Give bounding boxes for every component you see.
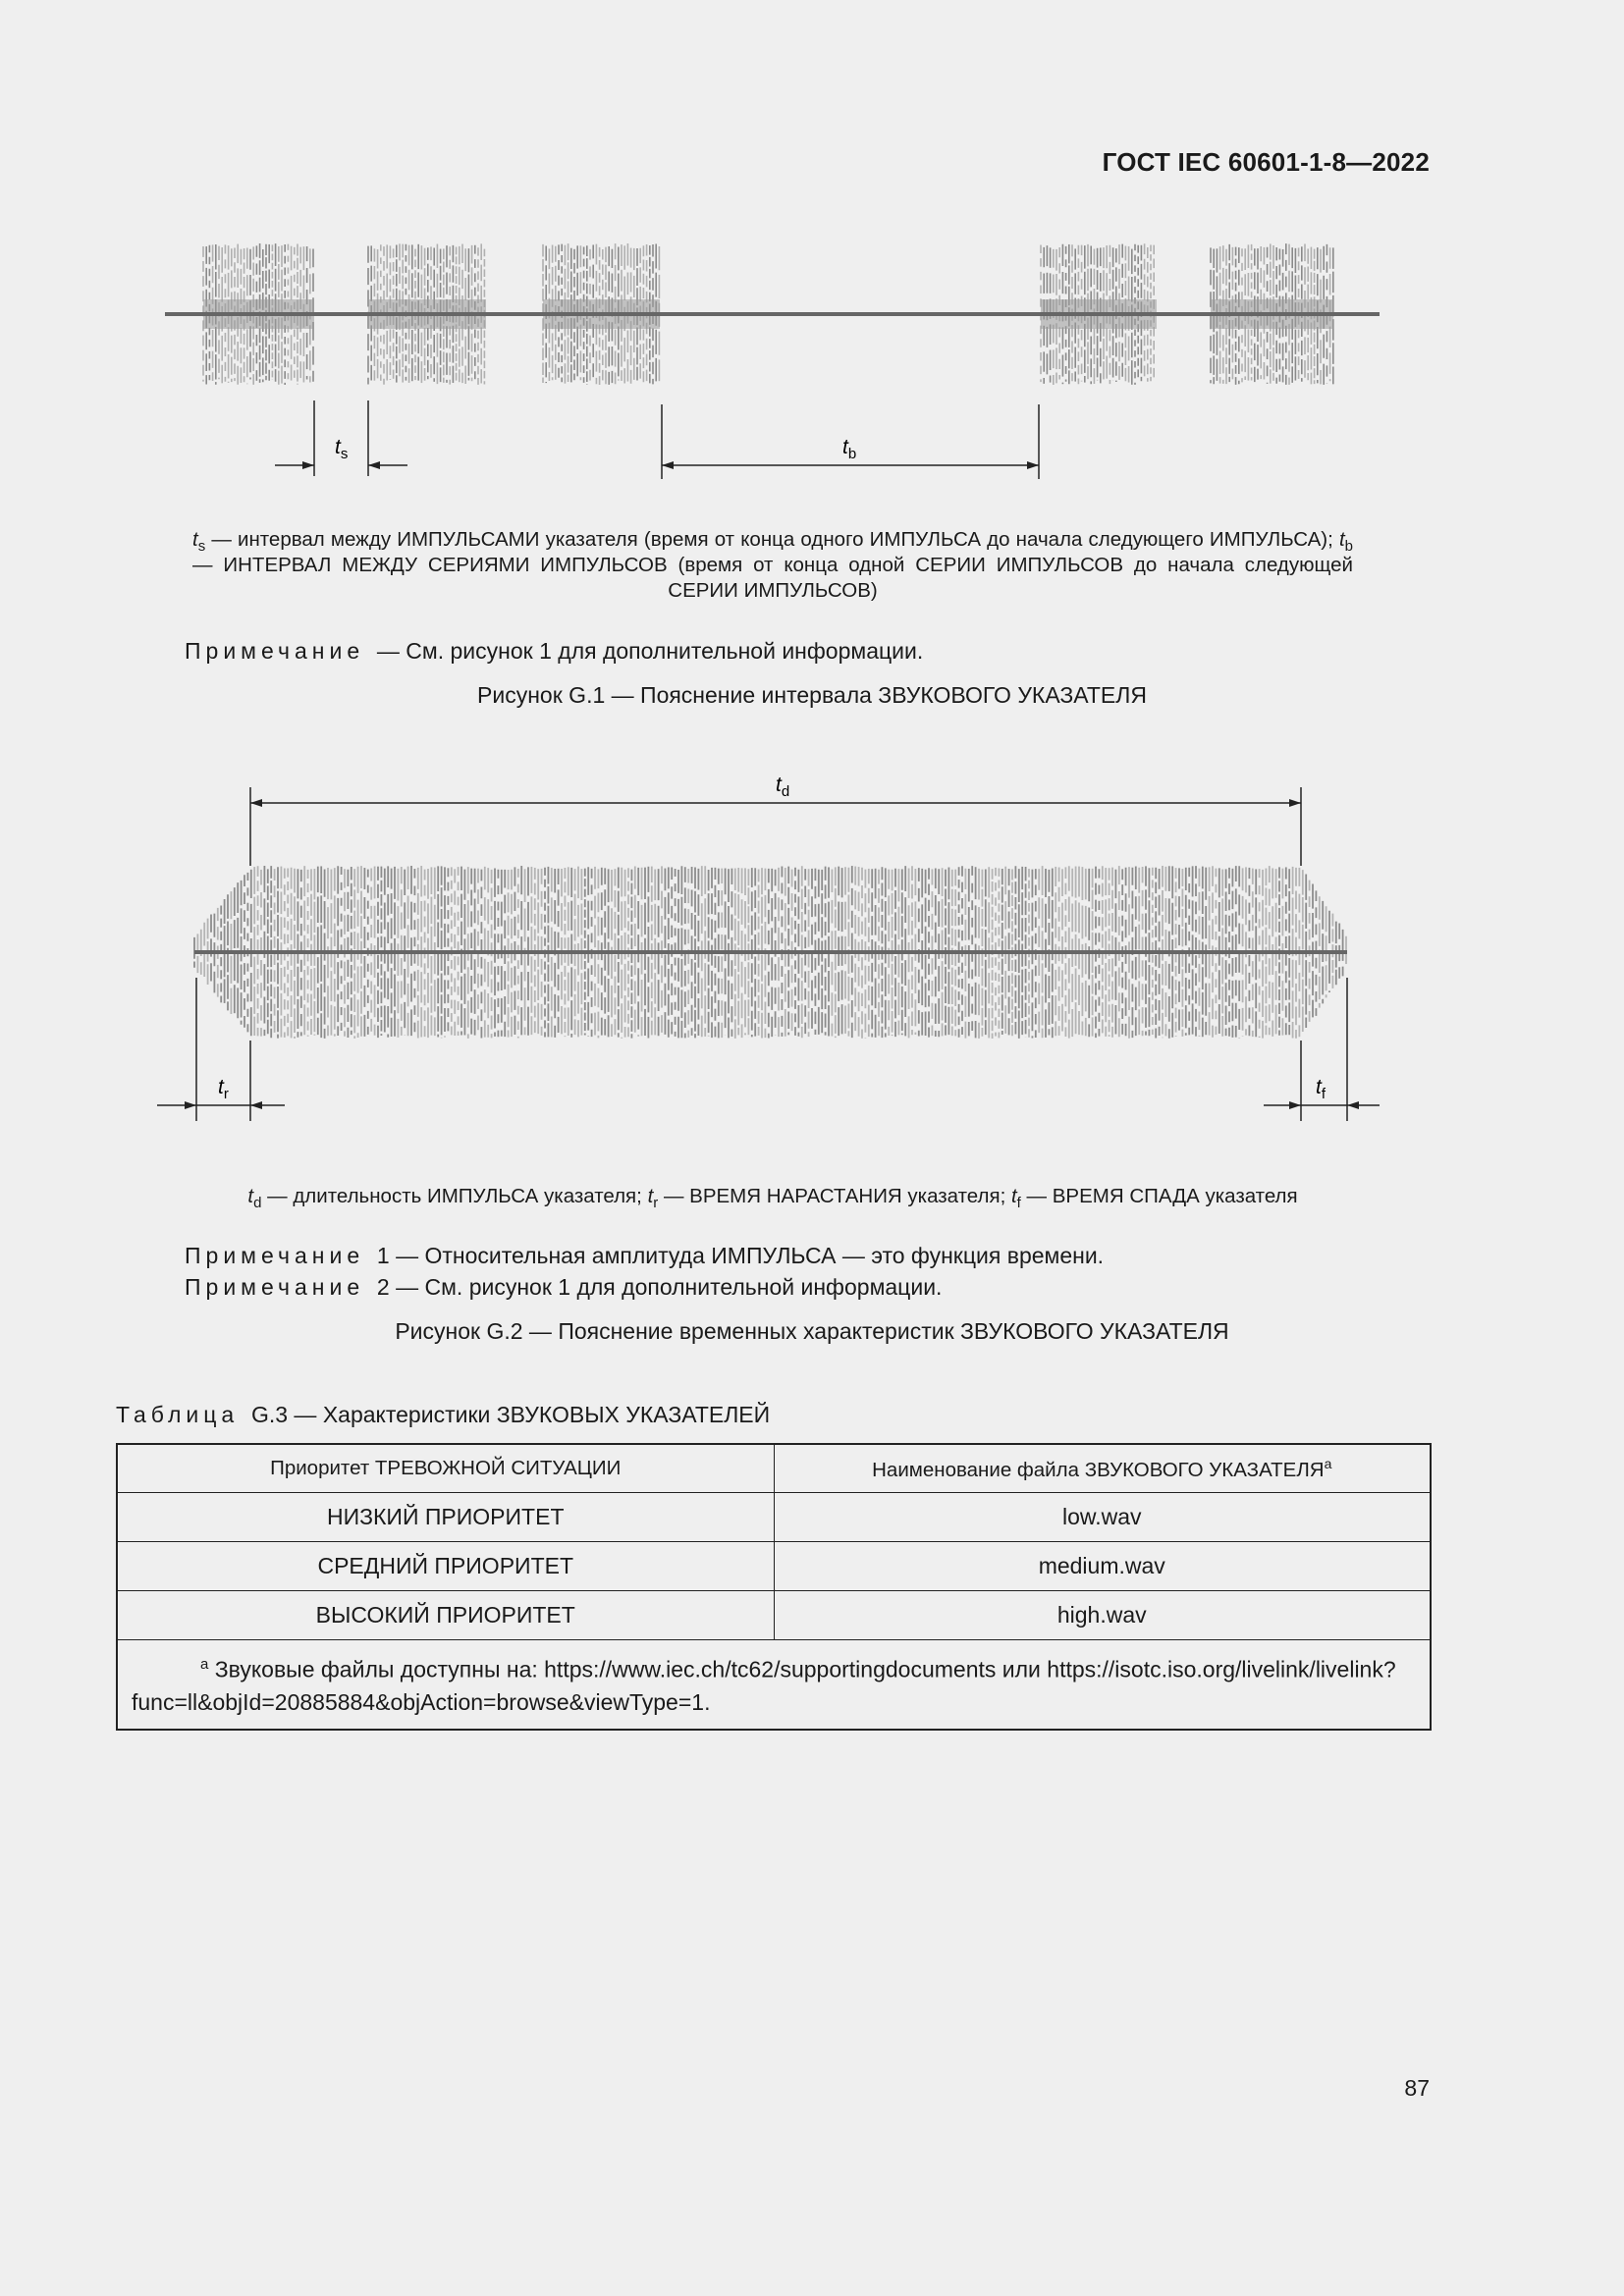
priority-cell: НИЗКИЙ ПРИОРИТЕТ — [117, 1493, 774, 1542]
table-row — [117, 1542, 1431, 1591]
figure-g1-caption: Рисунок G.1 — Пояснение интервала ЗВУКОВОГО УКАЗАТЕЛЯ — [477, 682, 1147, 708]
td-label: $t_d$ — [776, 774, 790, 800]
header-priority: Приоритет ТРЕВОЖНОЙ СИТУАЦИИ — [117, 1444, 774, 1493]
priority-cell: ВЫСОКИЙ ПРИОРИТЕТ — [117, 1591, 774, 1640]
tb-label: $t_b$ — [842, 436, 857, 462]
table-footnote: $^a$ Звуковые файлы доступны на: https://www.iec.ch/tc62/supportingdocuments или https://isotc.iso.org/livelink/livelink?func=ll&objId=20885884&objAction=browse&viewType=1. — [117, 1640, 1431, 1730]
priority-cell: СРЕДНИЙ ПРИОРИТЕТ — [117, 1542, 774, 1591]
header-filename: Наименование файла ЗВУКОВОГО УКАЗАТЕЛЯ$^a$ — [774, 1444, 1431, 1493]
figure-g1 — [0, 0, 1624, 510]
document-header: ГОСТ IEC 60601-1-8—2022 — [1102, 147, 1430, 177]
table-row — [117, 1591, 1431, 1640]
filename-cell: medium.wav — [774, 1542, 1431, 1591]
figure-g2 — [0, 746, 1624, 1158]
figure-g2-legend: $t_d$ — длительность ИМПУЛЬСА указателя; $t_r$ — ВРЕМЯ НАРАСТАНИЯ указателя; $t_f$ — ВРЕМЯ СПАДА указателя — [247, 1185, 1298, 1211]
table-title: Таблица G.3 — Характеристики ЗВУКОВЫХ УКАЗАТЕЛЕЙ — [116, 1402, 771, 1427]
figure-g2-caption: Рисунок G.2 — Пояснение временных характеристик ЗВУКОВОГО УКАЗАТЕЛЯ — [395, 1318, 1229, 1344]
ts-label: $t_s$ — [335, 436, 349, 462]
filename-cell: low.wav — [774, 1493, 1431, 1542]
table-row — [117, 1493, 1431, 1542]
filename-cell: high.wav — [774, 1591, 1431, 1640]
figure-g1-note: Примечание — См. рисунок 1 для дополнительной информации. — [185, 638, 924, 664]
figure-g2-note-1: Примечание 1 — Относительная амплитуда ИМПУЛЬСА — это функция времени. — [185, 1243, 1105, 1268]
table-header-row — [117, 1444, 1431, 1493]
figure-g2-note-2: Примечание 2 — См. рисунок 1 для дополнительной информации. — [185, 1274, 943, 1300]
tf-label: $t_f$ — [1316, 1076, 1326, 1102]
page-number: 87 — [1404, 2075, 1430, 2101]
figure-g1-legend: $t_s$ — интервал между ИМПУЛЬСАМИ указателя (время от конца одного ИМПУЛЬСА до начала следующего ИМПУЛЬСА); $t_b$ — ИНТЕРВАЛ МЕЖДУ СЕРИЯМИ ИМПУЛЬСОВ (время от конца одной СЕРИИ ИМПУЛЬСОВ до начала следующей СЕРИИ ИМПУЛЬСОВ) — [192, 528, 1353, 602]
tr-label: $t_r$ — [218, 1076, 229, 1102]
alarm-signals-table — [116, 1443, 1432, 1731]
table-footnote-row — [117, 1640, 1431, 1730]
